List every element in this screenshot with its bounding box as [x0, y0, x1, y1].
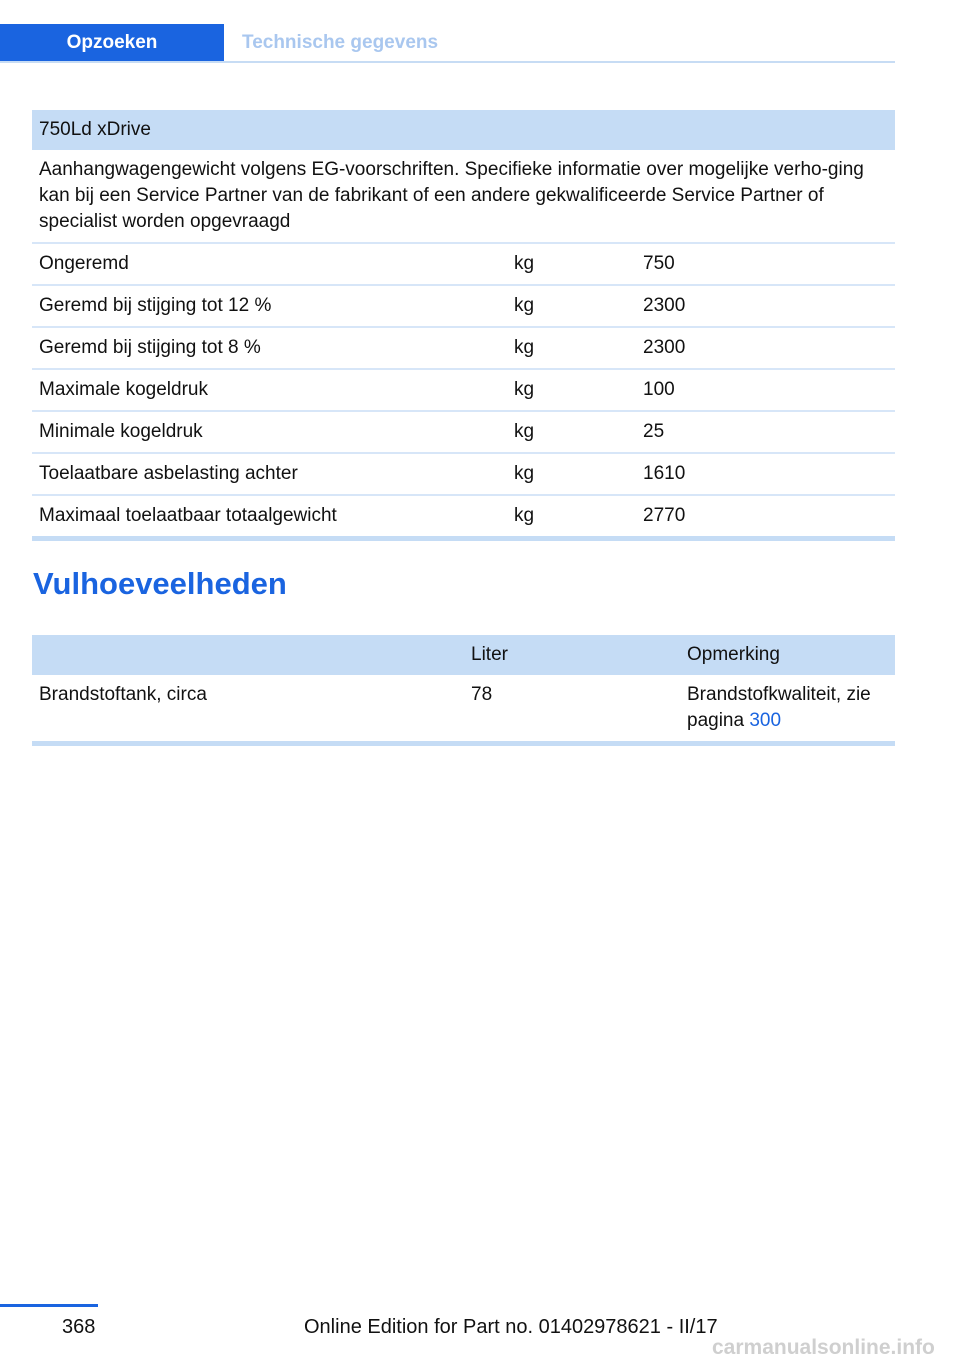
row-unit: kg [514, 505, 535, 526]
table-row [32, 412, 895, 454]
row-unit: kg [514, 295, 535, 316]
section-title: Vulhoeveelheden [33, 566, 287, 601]
table-row [32, 496, 895, 536]
row-label: Ongeremd [39, 253, 129, 274]
model-name: 750Ld xDrive [39, 119, 151, 140]
footer-divider [0, 1304, 98, 1307]
row-value: 2300 [643, 337, 686, 358]
page-header [0, 0, 960, 64]
table-row [32, 286, 895, 328]
row-value: 2300 [643, 295, 686, 316]
table-header-row [32, 635, 895, 675]
row-unit: kg [514, 421, 535, 442]
row-unit: kg [514, 463, 535, 484]
fill-quantities-table [32, 635, 895, 746]
header-liter: Liter [471, 644, 508, 665]
table-end-bar [32, 741, 895, 746]
watermark: carmanualsonline.info [712, 1336, 935, 1359]
row-value: 1610 [643, 463, 686, 484]
page-link[interactable]: 300 [749, 710, 782, 731]
row-value: 2770 [643, 505, 686, 526]
row-label: Toelaatbare asbelasting achter [39, 463, 298, 484]
header-opmerking: Opmerking [687, 644, 780, 665]
row-label: Brandstoftank, circa [39, 684, 207, 705]
row-liter: 78 [471, 684, 493, 705]
table-row [32, 328, 895, 370]
page-number: 368 [62, 1316, 96, 1338]
tab-opzoeken[interactable]: Opzoeken [0, 24, 224, 62]
row-value: 750 [643, 253, 675, 274]
row-label: Maximaal toelaatbaar totaalgewicht [39, 505, 337, 526]
edition-text: Online Edition for Part no. 01402978621 - II/17 [304, 1316, 718, 1338]
row-value: 100 [643, 379, 675, 400]
description-row [32, 150, 895, 244]
remark-text: Brandstofkwaliteit, zie pagina [687, 684, 871, 731]
trailer-weights-table [32, 110, 895, 541]
table-end-bar [32, 536, 895, 541]
row-label: Geremd bij stijging tot 8 % [39, 337, 261, 358]
row-unit: kg [514, 337, 535, 358]
description-text: Aanhangwagengewicht volgens EG-voorschriften. Specifieke informatie over mogelijke verho-ging kan bij een Service Partner van de fabrikant of een andere gekwalificeerde Service Partner of specialist worden opgevraagd [39, 159, 864, 232]
row-unit: kg [514, 253, 535, 274]
header-divider [0, 61, 895, 63]
row-label: Minimale kogeldruk [39, 421, 203, 442]
table-header-row [32, 110, 895, 150]
table-row [32, 244, 895, 286]
table-row [32, 675, 895, 741]
row-value: 25 [643, 421, 665, 442]
header-empty [32, 635, 464, 675]
tab-technische-gegevens[interactable]: Technische gegevens [242, 32, 439, 53]
table-row [32, 370, 895, 412]
row-remark [680, 675, 895, 741]
table-row [32, 454, 895, 496]
row-unit: kg [514, 379, 535, 400]
row-label: Maximale kogeldruk [39, 379, 208, 400]
row-label: Geremd bij stijging tot 12 % [39, 295, 272, 316]
